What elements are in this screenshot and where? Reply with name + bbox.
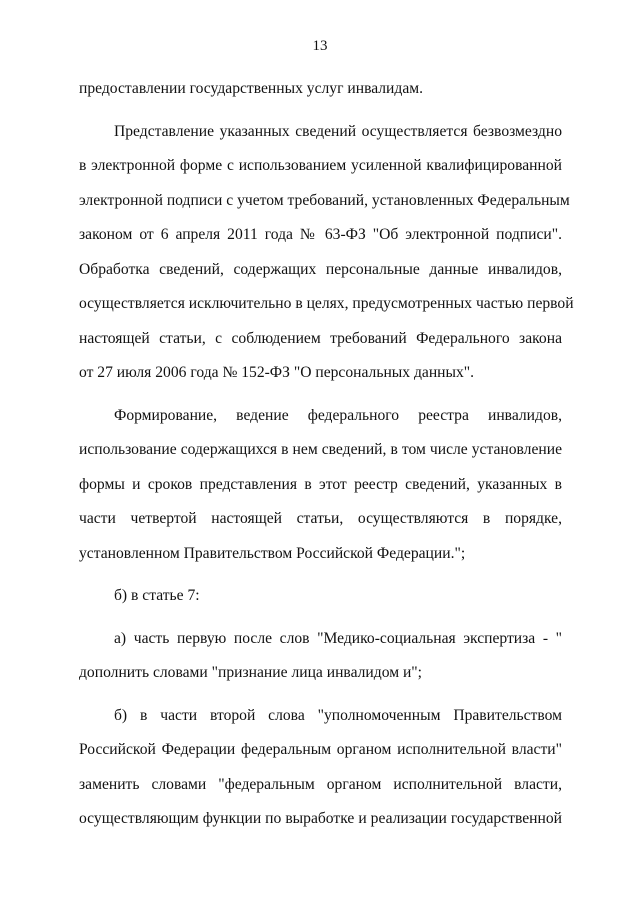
text-line: осуществляющим функции по выработке и реализации государственной [79,810,562,827]
text-line: предоставлении государственных услуг инвалидам. [79,80,424,97]
paragraph-first-line: Представление указанных сведений осуществляется безвозмездно [114,122,562,140]
paragraph-gap [79,616,562,624]
paragraph-first-line: а) часть первую после слов "Медико-социальная экспертиза - " [114,629,562,647]
text-line: Российской Федерации федеральным органом исполнительной власти" [79,741,562,758]
paragraph-first-line: б) в статье 7: [114,587,200,604]
paragraph-gap [79,693,562,701]
text-line: формы и сроков представления в этот реестр сведений, указанных в [79,475,562,493]
text-line: установленном Правительством Российской Федерации."; [79,544,466,562]
text-line: дополнить словами "признание лица инвалидом и"; [79,664,423,681]
text-line: Обработка сведений, содержащих персональные данные инвалидов, [79,260,562,278]
paragraph-gap [79,573,562,581]
paragraph-gap [79,393,562,401]
text-line: использование содержащихся в нем сведений, в том числе установление [79,441,562,458]
text-line: настоящей статьи, с соблюдением требований Федерального закона [79,329,562,347]
text-line: в электронной форме с использованием усиленной квалифицированной [79,157,562,174]
page-number: 13 [312,38,328,54]
paragraph-first-line: б) в части второй слова "уполномоченным Правительством [114,706,562,724]
text-line: электронной подписи с учетом требований, установленных Федеральным [79,191,570,209]
text-line: части четвертой настоящей статьи, осуществляются в порядке, [79,510,562,527]
text-line: законом от 6 апреля 2011 года № 63-ФЗ "Об электронной подписи". [79,226,562,243]
text-line: от 27 июля 2006 года № 152-ФЗ "О персональных данных". [79,364,475,381]
document-body [79,74,574,839]
paragraph-first-line: Формирование, ведение федерального реестра инвалидов, [114,406,562,424]
paragraph-gap [79,109,562,117]
text-line: осуществляется исключительно в целях, предусмотренных частью первой [79,295,574,312]
text-line: заменить словами "федеральным органом исполнительной власти, [79,775,562,793]
